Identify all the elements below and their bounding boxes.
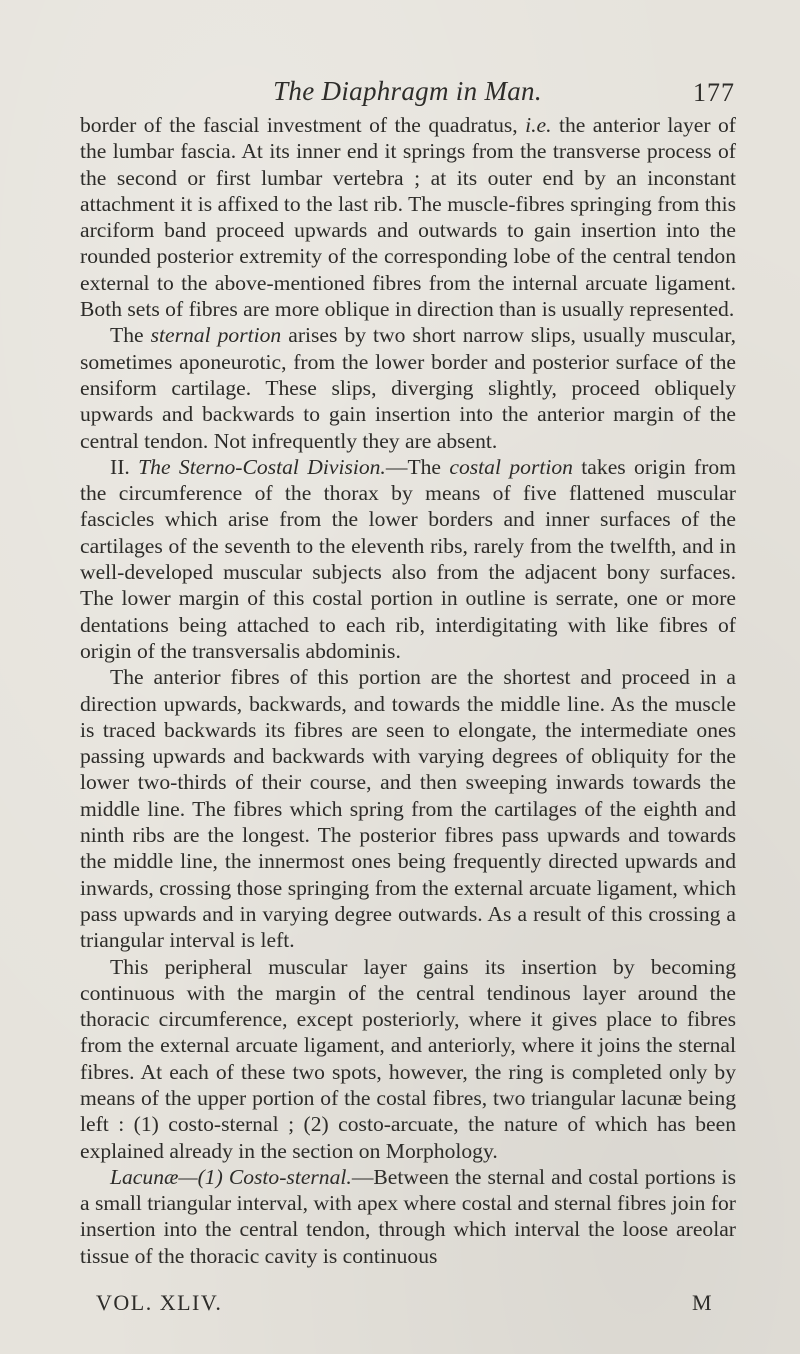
text-run: II.: [110, 454, 139, 479]
text-run: This peripheral muscular layer gains its insertion by becoming continuous with the margin of the central tendinous layer around the thoracic circumference, except posteriorly, where it gives place to fibres from the external arcuate ligament, and anteriorly, where it joins the sternal fibres. At each of these two spots, however, the ring is completed only by means of the upper portion of the costal fibres, two triangular lacunæ being left : (1) costo-sternal ; (2) costo-arcuate, the nature of which has been explained already in the section on Morphology.: [80, 954, 736, 1163]
page-number: 177: [693, 78, 735, 107]
paragraph: [80, 454, 736, 664]
printer-signature: M: [692, 1290, 712, 1315]
italic-text: sternal portion: [150, 323, 282, 348]
text-run: The: [110, 323, 151, 348]
paragraph: [80, 112, 736, 322]
text-run: —Between the sternal and costal portions is a small triangular interval, with apex where costal and sternal fibres join for insertion into the central tendon, through which interval the loose areolar tissue of the thoracic cavity is continuous: [80, 1164, 737, 1268]
italic-text: Lacunæ—(1) Costo-sternal.: [110, 1164, 352, 1189]
paragraph: [80, 1164, 736, 1269]
text-run: takes origin from the circumference of the thorax by means of five flattened muscular fascicles which arise from the lower borders and inner surfaces of the cartilages of the seventh to the eleventh ribs, rarely from the twelfth, and in well-developed muscular subjects also from the adjacent bony surfaces. The lower margin of this costal portion in outline is serrate, one or more dentations being attached to each rib, interdigitating with like fibres of origin of the transversalis abdominis.: [80, 454, 736, 663]
italic-text: i.e.: [525, 113, 552, 137]
text-run: the anterior layer of the lumbar fascia. At its inner end it springs from the transverse process of the second or first lumbar vertebra ; at its outer end by an inconstant attachment it is affixed to the last rib. The muscle-fibres springing from this arciform band proceed upwards and outwards to gain insertion into the rounded posterior extremity of the corresponding lobe of the central tendon external to the above-mentioned fibres from the internal arcuate ligament. Both sets of fibres are more oblique in direction than is usually represented.: [80, 113, 736, 322]
italic-text: The Sterno-Costal Division.: [138, 454, 386, 479]
text-run: The anterior fibres of this portion are the shortest and proceed in a direction upwards, backwards, and towards the middle line. As the muscle is traced backwards its fibres are seen to elongate, the intermediate ones passing upwards and backwards with varying degrees of obliquity for the lower two-thirds of their course, and then sweeping inwards towards the middle line. The fibres which spring from the cartilages of the eighth and ninth ribs are the longest. The posterior fibres pass upwards and towards the middle line, the innermost ones being frequently directed upwards and inwards, crossing those springing from the external arcuate ligament, which pass upwards and in varying degree outwards. As a result of this crossing a triangular interval is left.: [80, 665, 736, 953]
paragraph: [80, 954, 736, 1164]
page-footer: [96, 1290, 726, 1320]
text-run: —The: [385, 454, 450, 479]
page-header: [80, 76, 735, 110]
paragraph: [80, 664, 736, 953]
text-run: border of the fascial investment of the quadratus,: [80, 113, 526, 137]
running-title: The Diaphragm in Man.: [273, 76, 542, 106]
text-run: arises by two short narrow slips, usually muscular, sometimes aponeurotic, from the lower border and posterior surface of the ensiform cartilage. These slips, diverging slightly, proceed obliquely upwards and backwards to gain insertion into the anterior margin of the central tendon. Not infrequently they are absent.: [80, 323, 736, 453]
italic-text: costal portion: [449, 454, 573, 479]
volume-label: VOL. XLIV.: [96, 1290, 223, 1315]
body-text: [80, 112, 736, 1269]
paragraph: [80, 322, 736, 453]
